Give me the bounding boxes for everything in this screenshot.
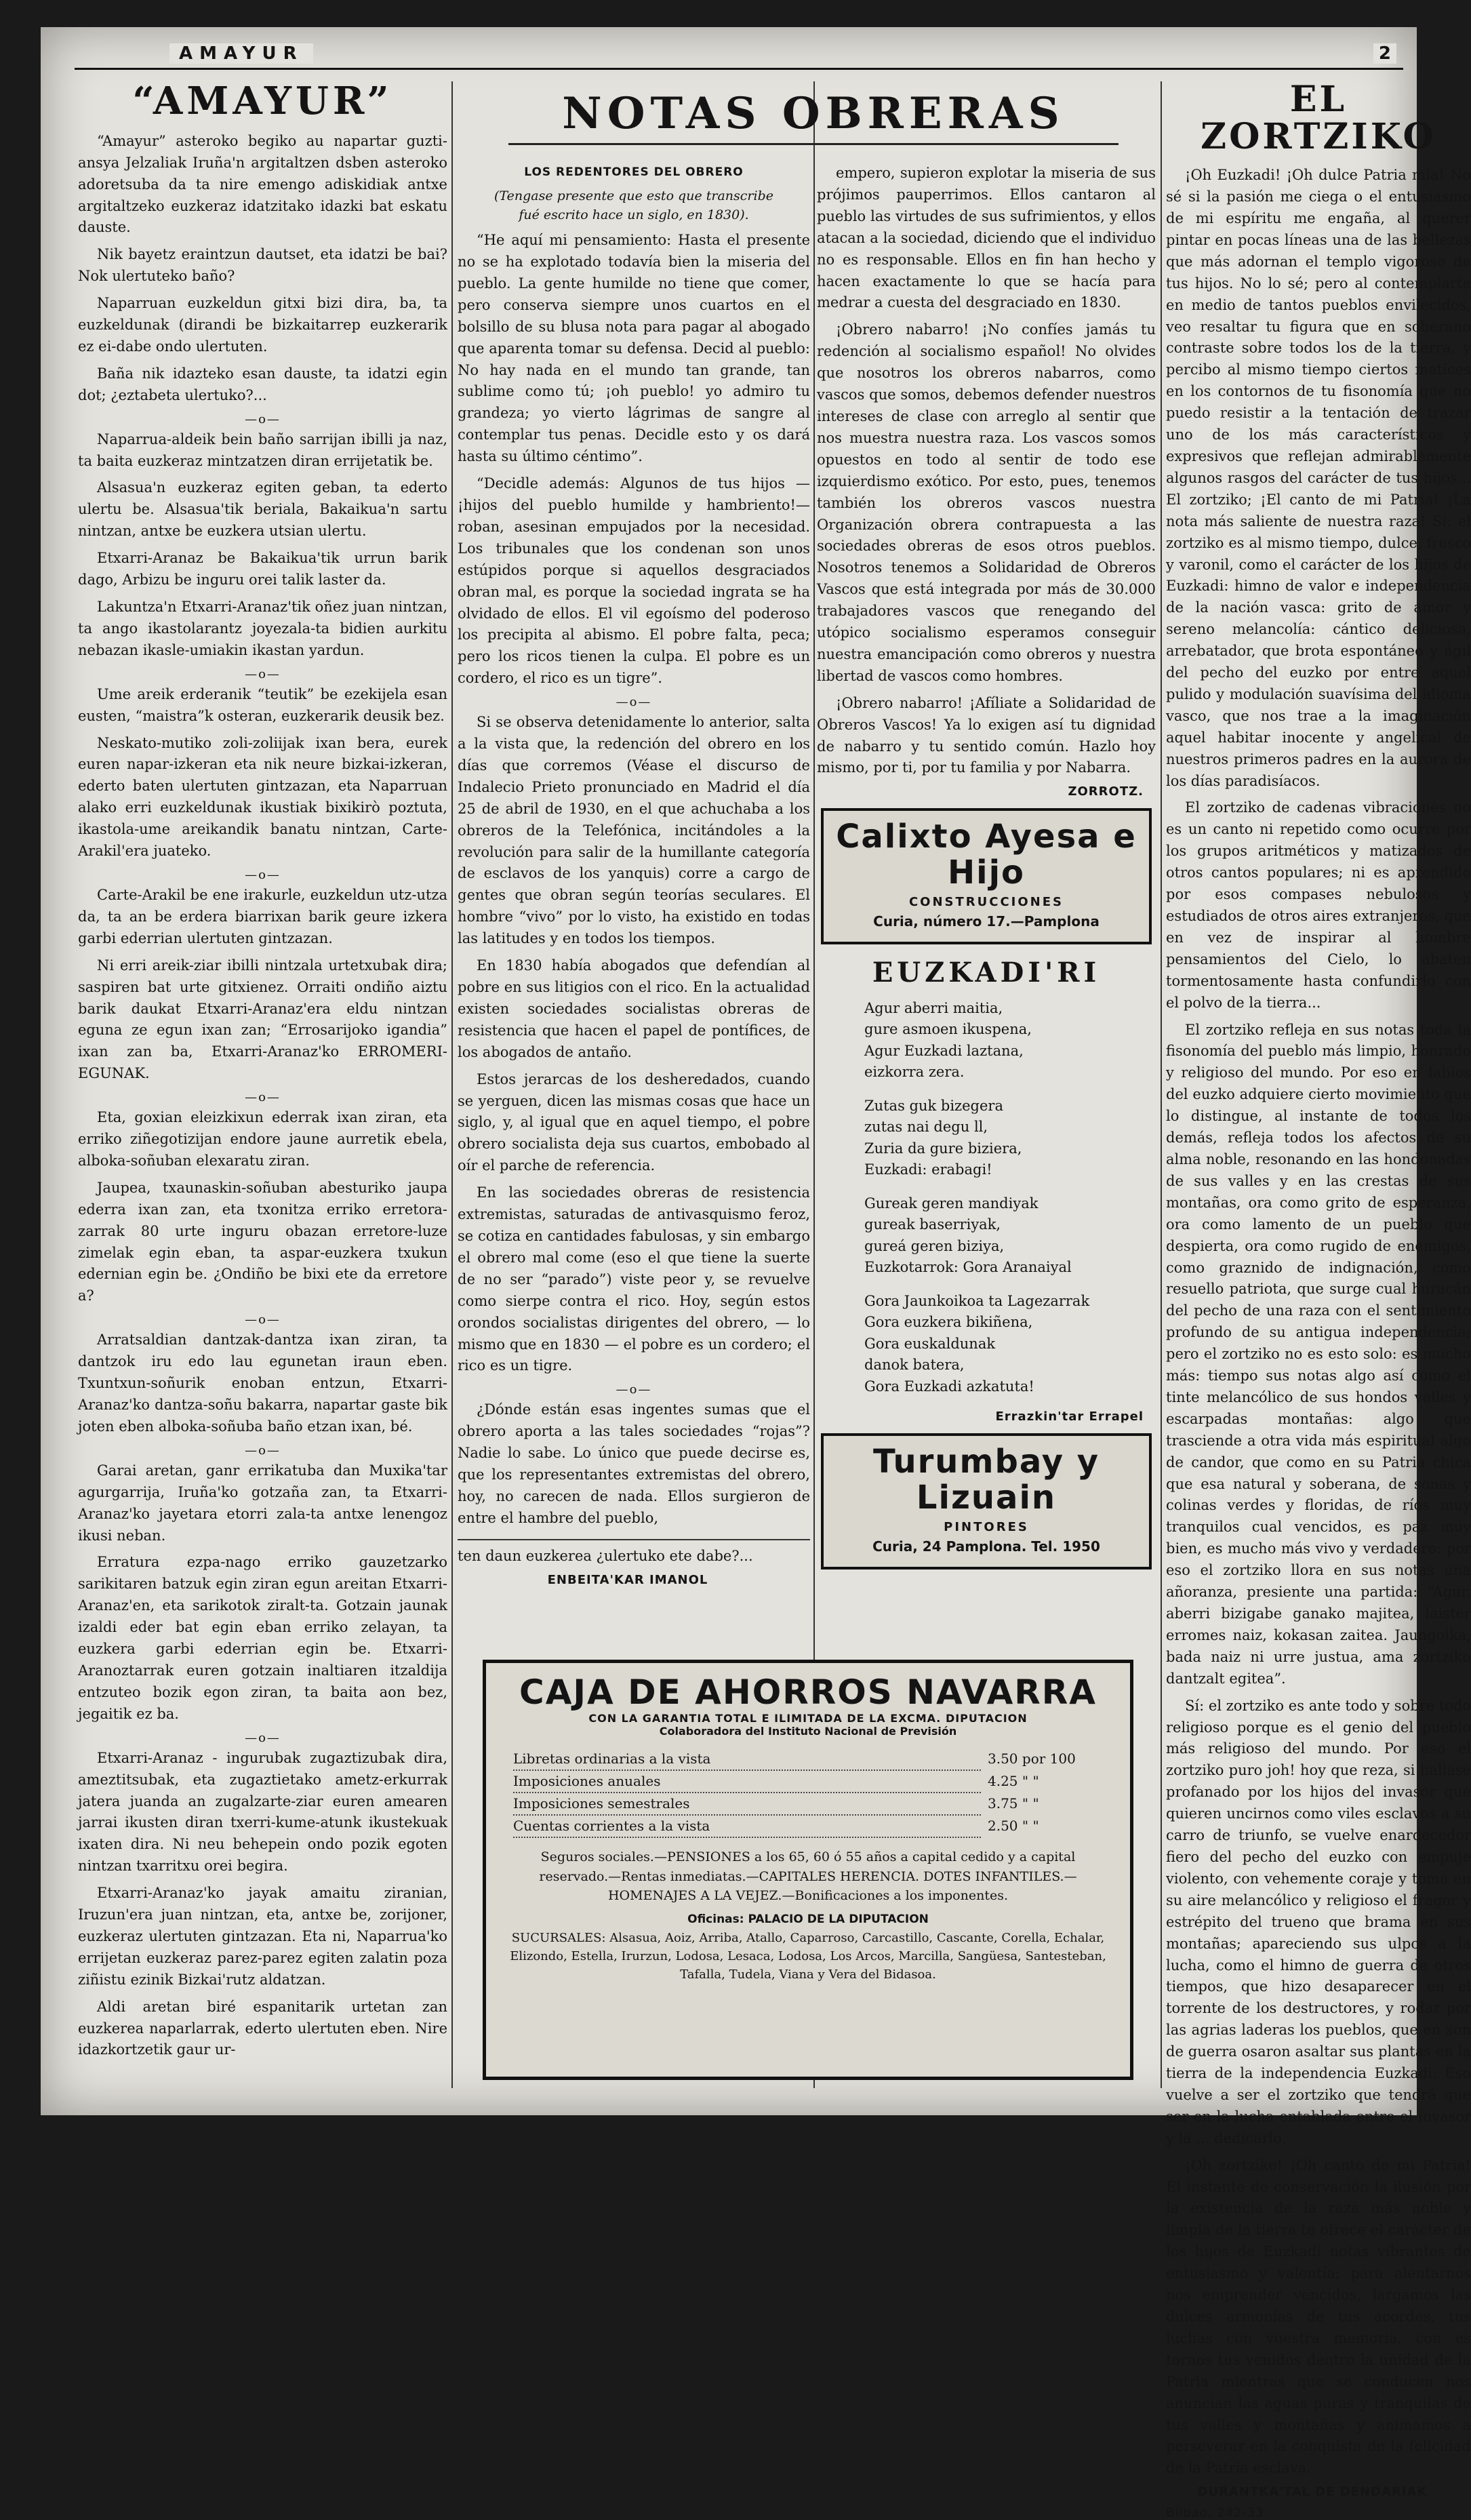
paragraph: Si se observa detenidamente lo anterior, salta a la vista que, la redención del obrero en los días que corremos (Véase el discurso de Indalecio Prieto pronunciado en Madrid el día 25 de abril de 1930, en el que achuchaba a los obreros de la Telefónica, incitándoles a la revolución para salir de la humillante categoría de esclavos de los yanquis) corre a cargo de gentes que obran según teorías seculares. El hombre “vivo” por lo visto, ha existido en todas las latitudes y en todos los tiempos. — [458, 714, 810, 947]
amayur-signature: ENBEITA'KAR IMANOL — [547, 1572, 708, 1587]
notas-signature: ZORROTZ. — [1068, 784, 1144, 799]
separator: —o— — [245, 1313, 281, 1327]
ad-name: Calixto Ayesa e Hijo — [836, 818, 1137, 892]
paragraph: Etxarri-Aranaz'ko jayak amaitu ziranian, Iruzun'era juan nintzan, eta, antxe be, zorijoner, euzkeraz ulertuten gintzazan. Eta ni, Naparrua'ko errijetan euzkeraz parez-parez egiten zalatin poza ziñistu ezinik Bizkai'rutz aldatzan. — [78, 1885, 447, 1988]
rate-label: Imposiciones anuales — [513, 1771, 981, 1793]
separator: —o— — [245, 867, 281, 882]
ad-trade: PINTORES — [944, 1520, 1029, 1535]
paragraph: Carte-Arakil be ene irakurle, euzkeldun utz-utza da, ta an be erdera biarrixan barik geure izkera garbi ederrian ulertuten gintzazan. — [78, 886, 447, 946]
paragraph: Alsasua'n euzkeraz egiten geban, ta ederto ulertu be. Alsasua'tik beriala, Bakaikua'n sartu nintzan, antxe be euzkera utsian ulertu. — [78, 479, 447, 540]
paragraph: “Amayur” asteroko begiko au napartar guzti-ansya Jelzaliak Iruña'n argitaltzen dsben asteroko adoretsuba da ta nire emengo adiskidiak antxe argitaltzeko euzkeraz idatzitako idazki bat eskatu dauste. — [78, 132, 447, 236]
paragraph: Etxarri-Aranaz - ingurubak zugaztizubak dira, ameztitsubak, eta zugaztietako ametz-erkurrak jatera juanda an zugalzarte-ziar euren amearen jarrai ikusten diran txerri-kume-atunk ikustekuak ixaten dira. Ni neu behepein ondo pozik egoten nintzan txarritxu orei begira. — [78, 1749, 447, 1875]
paragraph: Ume areik erderanik “teutik” be ezekijela esan eusten, “maistra”k osteran, euzkerarik deusik bez. — [78, 685, 447, 724]
zortziko-column — [1166, 79, 1471, 2520]
paragraph: empero, supieron explotar la miseria de sus prójimos pauperrimos. Ellos cantaron al pueblo las virtudes de sus sufrimientos, y ellos atacan a la sociedad, diciendo que el individuo no es responsable. Ellos en fin han hecho y hacen exactamente lo que se hacía para medrar a cuesta del desgraciado en 1830. — [817, 165, 1156, 311]
separator: —o— — [245, 666, 281, 681]
paragraph: Arratsaldian dantzak-dantza ixan ziran, ta dantzok iru edo lau egunetan iraun eben. Txuntxun-soñurik enoban entzun, Etxarri-Aranaz'ko dantza-soñu bakarra, napartar gaste bik joten eben alboka-soñuba baño etzan ixan, bé. — [78, 1332, 447, 1435]
paragraph: Sí: el zortziko es ante todo y sobre todo religioso porque es el genio del pueblo más religioso del mundo. Por eso el zortziko puro joh! hoy que reza, si hallase profanado por los hijos del invasor que quieren uncirnos como viles esclavos a su carro de triunfo, se vuelve enardecedor fiero del pecho del euzko con empuje violento, con vehemente coraje y toma en su aire melancólico y religioso el fragor y estrépito del trueno que brama en sus montañas; apareciendo sus ulpos a la lucha, como el himno de guerra de otros tiempos, que hizo desaparecer en el torrente de los destructores, y rodar por las agrias laderas los pueblos, que en son de guerra osaron asaltar sus plantas en la tierra de la independencia Euzkadi. Eso vuelve a ser el zortziko que tendrá que ser en la lucha entablada entre el invasor y la ... dedicarlo. — [1166, 1697, 1471, 2146]
paragraph: Baña nik idazteko esan dauste, ta idatzi egin dot; ¿eztabeta ulertuko?... — [78, 365, 447, 403]
verse: Zutas guk bizegera — [864, 1097, 1003, 1114]
verse: gureá geren biziya, — [864, 1237, 1005, 1254]
amayur-column — [78, 81, 447, 2102]
poem-stanza — [817, 1291, 1156, 1398]
masthead-name: AMAYUR — [169, 43, 313, 64]
notas-epigraph: (Tengase presente que esto que transcribe fué escrito hace un siglo, en 1830). — [494, 188, 773, 222]
rate-value: 3.50 por 100 — [988, 1751, 1076, 1767]
poem-title: EUZKADI'RI — [872, 956, 1101, 988]
ad-address: Curia, número 17.—Pamplona — [873, 913, 1100, 929]
rate-row — [513, 1793, 1103, 1816]
separator: —o— — [616, 695, 652, 710]
zortziko-signature: DURANTKA'TAL DE DENDARIAK — [1197, 2485, 1428, 2500]
notas-obreras-headline: NOTAS OBRERAS — [508, 88, 1119, 145]
poem-stanza — [817, 1193, 1156, 1279]
paragraph: Eta, goxian eleizkixun ederrak ixan ziran, eta erriko ziñegotizijan endore jaune aurretik ebela, alboka-soñuban elexaratu ziran. — [78, 1109, 447, 1169]
paragraph: Aldi aretan biré espanitarik urtetan zan euzkerea naparlarrak, ederto ulertuten eben. Nire idazkortzetik gaur ur- — [78, 1998, 447, 2058]
caja-branches: SUCURSALES: Alsasua, Aoiz, Arriba, Atallo, Caparroso, Carcastillo, Cascante, Corella, Echalar, Elizondo, Estella, Irurzun, Lodosa, Lesaca, Lodosa, Los Arcos, Marcilla, Sangüesa, Santesteban, Tafalla, Tudela, Viana y Vera del Bidasoa. — [510, 1930, 1106, 1982]
paragraph: Nik bayetz eraintzun dautset, eta idatzi be bai? Nok ulertuteko baño? — [78, 246, 447, 285]
separator: —o— — [245, 1443, 281, 1458]
poem-stanza — [817, 998, 1156, 1083]
verse: Gureak geren mandiyak — [864, 1195, 1039, 1212]
paragraph: El zortziko refleja en sus notas toda la fisonomía del pueblo más limpio, honrado y religioso del mundo. Por eso en labios del euzko adquiere cierto movimiento que lo distingue, al instante de todos los demás, refleja todos los afectos de su alma noble, resonando en las hondonadas de sus valles y en las crestas de sus montañas, ora como grito de esperanza, ora como lamento de un pueblo que despierta, ora como rugido de enemigos, como graznido de indignación, como resuello patriota, que surge cual huracán del pecho de una raza con el sentimiento profundo de su antigua independencia; pero el zortziko no es esto solo: es mucho más: tiempo sus notas algo así como el tinte melancólico de sus hondos valles y escarpadas montañas: algo que trasciende a otra vida más espiritual algo de candor, que como en su Patria chica que esa natural y soberana, de sonas y colinas verdes y floridas, de ríos muy tranquilos cual vencidos, es paz muy bien, es mucho más vivo y verdadero: por eso el zortziko llora en sus notas una añoranza, presiente una partida: “Agur, aberri bizigabe ganako majitea, laister erromes naiz, kokasan zaitea. Jaungoika, bada naiz ni urre justua, ama zortziko dantzalt egitea”. — [1166, 1021, 1471, 1687]
amayur-title: “AMAYUR” — [132, 79, 393, 123]
separator: —o— — [245, 1730, 281, 1745]
ad-name: Turumbay y Lizuain — [872, 1443, 1100, 1517]
caja-guarantee: CON LA GARANTIA TOTAL E ILIMITADA DE LA EXCMA. DIPUTACION — [588, 1712, 1028, 1725]
paragraph: Garai aretan, ganr errikatuba dan Muxika'tar agurgarrija, Iruña'ko gotzaña zan, ta Etxarri-Aranaz'ko jayetara etorri zala-ta antxe lenengoz ikusi neban. — [78, 1462, 447, 1544]
ad-calixto-ayesa — [821, 808, 1152, 944]
rate-label: Libretas ordinarias a la vista — [513, 1748, 981, 1771]
rate-label: Cuentas corrientes a la vista — [513, 1816, 981, 1838]
paragraph: “He aquí mi pensamiento: Hasta el presente no se ha explotado todavía bien la miseria del pueblo. La gente humilde no tiene que comer, pero conserva siempre unos cuartos en el bolsillo de su blusa nota para pagar al abogado que aparenta tomar su defensa. Decid al pueblo: No hay nada en el mundo tan grande, tan sublime como tú; ¡oh pueblo! yo admiro tu grandeza; yo vierto lágrimas de sangre al contemplar tus penas. Decidle esto y os dará hasta su último céntimo”. — [458, 232, 810, 465]
ad-turumbay-lizuain — [821, 1433, 1152, 1569]
paragraph: Neskato-mutiko zoli-zoliijak ixan bera, eurek euren napar-izkeran eta nik neure bizkai-izkeran, ederto baten ulertuten gintzazan, eta Naparruan alako erri euzkeldunak ikustiak bixikirò poztuta, ikastola-ume areikandik banatu nintzan, Carte-Arakil'era juateko. — [78, 734, 447, 860]
paragraph: En 1830 había abogados que defendían al pobre en sus litigios con el rico. En la actualidad existen sociedades socialistas obreras de resistencia que hacen el papel de pontífices, de los abogados de antaño. — [458, 957, 810, 1060]
paragraph: ¡Oh zortziko! ¡Oh canto de mi Patria! El instante de conservación la ilusión por la existencia de la raza más noble y limpia de la tierra te ofrece el carácter de los hijos de Euzkadi notas vibrantes de entusiasmo y valentía; para alentarnos nos emprender vencidos, largamos las dulces armonías de tus acordes, tus luchas con vuestra memoria, con es tornos tus venidos dentro la unidad de la Patria mientras que se conducen nos anuncian las aguas puras y tranquilas de tus valles y montañas y animamos a perseverar en la conquista de la felicidad de la Patria esclava. — [1166, 2157, 1471, 2477]
notas-subtitle: LOS REDENTORES DEL OBRERO — [524, 165, 744, 179]
amayur-continuation: ten daun euzkerea ¿ulertuko ete dabe?... — [458, 1547, 753, 1564]
verse: Gora Jaunkoikoa ta Lagezarrak — [864, 1292, 1090, 1309]
column-rule — [451, 81, 453, 2088]
verse: Agur Euzkadi laztana, — [864, 1042, 1024, 1059]
caja-offices: Oficinas: PALACIO DE LA DIPUTACION — [687, 1912, 929, 1926]
column-rule — [1161, 81, 1162, 2088]
page-number: 2 — [1373, 43, 1396, 64]
paragraph: Estos jerarcas de los desheredados, cuando se yerguen, dicen las mismas cosas que hace un siglo, y, al igual que en aquel tiempo, el pobre obrero socialista deja sus cuartos, embobado al oír el parche de referencia. — [458, 1071, 810, 1174]
paragraph: Etxarri-Aranaz be Bakaikua'tik urrun barik dago, Arbizu be inguru orei talik laster da. — [78, 550, 447, 588]
verse: danok batera, — [864, 1357, 965, 1374]
paragraph: Lakuntza'n Etxarri-Aranaz'tik oñez juan nintzan, ta ango ikastolarantz joyezala-ta bidien aurkitu nebazan ikasle-umiakin ikastan yardun. — [78, 599, 447, 658]
masthead-rule — [75, 43, 1403, 70]
paragraph: Ni erri areik-ziar ibilli nintzala urtetxubak dira; saspiren bat urte gitxienez. Orraiti ondiño aiztu barik daukat Etxarri-Aranaz'era eldu nintzan eguna ze egun ixan zan; “Errosarijoko igandia” ixan zan ba, Etxarri-Aranaz'ko ERROMERI-EGUNAK. — [78, 957, 447, 1082]
rate-label: Imposiciones semestrales — [513, 1793, 981, 1816]
caja-ahorros-ad — [483, 1660, 1133, 2080]
verse: Zuria da gure biziera, — [864, 1140, 1022, 1157]
paragraph: Jaupea, txaunaskin-soñuban abesturiko jaupa ederra ixan zan, eta txonitza erriko erretora-zarrak 80 urte inguru obazan erretore-luze zimelak egin eban, ta aspar-euzkera txukun edernian egin be. ¿Ondiño be bixi ete da erretore a? — [78, 1179, 447, 1304]
amayur-body — [78, 131, 447, 2062]
rate-row — [513, 1771, 1103, 1793]
verse: eizkorra zera. — [864, 1064, 965, 1081]
poem-body — [817, 998, 1156, 1398]
divider — [458, 1539, 810, 1540]
paragraph: Erratura ezpa-nago erriko gauzetzarko sarikitaren batzuk egin ziran egun areitan Etxarri-Aranaz'en, eta sarikotok ziralt-ta. Gotzain jaunak izaldi eder bat egin eban erriko zelayan, ta euzkera garbi ederrian egin be. Etxarri-Aranoztarrak euren gotzain inaltiaren itzaldija entzuteo bozik egon ziran, ta baita aon bez, jegaitik ez ba. — [78, 1554, 447, 1722]
separator: —o— — [616, 1382, 652, 1397]
rate-value: 3.75 " " — [988, 1795, 1039, 1812]
ad-trade: CONSTRUCCIONES — [908, 894, 1064, 909]
verse: Gora euskaldunak — [864, 1335, 996, 1352]
paragraph: ¡Oh Euzkadi! ¡Oh dulce Patria mía! No sé si la pasión me ciega o el entusiasmo de mi espíritu me engaña, al querer pintar en pocas líneas una de las bellezas que más adornan el templo vigoroso de tus hijos. No lo sé; pero al contemplarte en medio de tantos pueblos envilecidos, veo resaltar tu figura que en soberano contraste sobre todos los de la tierra, y percibo al mismo tiempo ciertos matices en los contornos de tu fisonomía que no puedo resistir a la tentación de trazar uno de los más característicos y expresivos que reflejan admirablemente algunos rasgos del carácter de tus hijos... El zortziko; ¡El canto de mi Patria! ¡La nota más saliente de nuestra raza! Sí: el zortziko es al mismo tiempo, dulce, fresco y varonil, como el carácter de los hijos de Euzkadi: himno de valor e independencia de la nación vasca: grito de amor y sereno melancolía: cántico deliciosa, arrebatador, que brota espontáneo y ágil del pecho del euzko por entre aquel pulido y modulación suavísima del idioma vasco, que nos trae a la imaginación aquel habitar inocente y angelical de nuestros primeros padres en la aurora de los días paradisíacos. — [1166, 167, 1471, 789]
separator: —o— — [245, 412, 281, 426]
paragraph: “Decidle además: Algunos de tus hijos —¡hijos del pueblo humilde y hambriento!— roban, asesinan empujados por la necesidad. Los tribunales que los condenan son unos estúpidos porque si aquellos desgraciados obran mal, es porque la sociedad ingrata se ha olvidado de ellos. El vil egoísmo del poderoso los precipita al abismo. El pobre falta, peca; pero los ricos tienen la culpa. El pobre es un cordero, el rico es un tigre”. — [458, 475, 810, 687]
paragraph: El zortziko de cadenas vibraciones no es un canto ni repetido como ocurre por los grupos aritméticos y matizados de otros cantos populares; ni es aprendido por esos compases nebulosos y estudiados de otros aires extranjeros, que en vez de inspirar al hombre pensamientos del Cielo, lo abaten tormentosamente hasta confundirlo con el polvo de la tierra... — [1166, 799, 1471, 1011]
zortziko-location: Bilbao, 242-33. — [1166, 2506, 1269, 2520]
verse: gureak baserriyak, — [864, 1216, 1001, 1233]
verse: gure asmoen ikuspena, — [864, 1021, 1032, 1038]
rate-value: 2.50 " " — [988, 1818, 1039, 1834]
verse: Gora euzkera bikiñena, — [864, 1314, 1033, 1331]
rate-value: 4.25 " " — [988, 1773, 1039, 1789]
caja-services: Seguros sociales.—PENSIONES a los 65, 60 ó 55 años a capital cedido y a capital reservado.—Rentas inmediatas.—CAPITALES HERENCIA. DOTES INFANTILES.—HOMENAJES A LA VEJEZ.—Bonificaciones a los imponentes. — [539, 1849, 1077, 1903]
caja-title: CAJA DE AHORROS NAVARRA — [519, 1673, 1097, 1712]
poem-author: Errazkin'tar Errapel — [995, 1409, 1144, 1424]
paragraph: ¡Obrero nabarro! ¡No confíes jamás tu redención al socialismo español! No olvides que nosotros los obreros nabarros, como vascos que somos, debemos defender nuestros intereses de clase con arreglo al sentir que nos muestra nuestra raza. Los vascos somos opuestos en todo al sentir de todo ese izquierdismo exótico. Por esto, pues, tenemos también los obreros vascos nuestra Organización obrera contrapuesta a las sociedades obreras de esos otros pueblos. Nosotros tenemos a Solidaridad de Obreros Vascos que está integrada por más de 30.000 trabajadores vascos que renegando del utópico socialismo esperamos conseguir nuestra emancipación como obreros y nuestra libertad de vascos como hombres. — [817, 321, 1156, 684]
separator: —o— — [245, 1090, 281, 1105]
newspaper-page — [41, 27, 1471, 2520]
paragraph: Naparrua-aldeik bein baño sarrijan ibilli ja naz, ta baita euzkeraz mintzatzen diran errijetatik be. — [78, 431, 447, 469]
verse: Euzkotarrok: Gora Aranaiyal — [864, 1259, 1072, 1276]
poem-stanza — [817, 1096, 1156, 1181]
rate-row — [513, 1816, 1103, 1838]
paragraph: Naparruan euzkeldun gitxi bizi dira, ba, ta euzkeldunak (dirandi be bizkaitarrep euzkerarik ez ei-dabe ondo ulertuten. — [78, 295, 447, 355]
ad-address: Curia, 24 Pamplona. Tel. 1950 — [872, 1538, 1100, 1555]
verse: zutas nai degu ll, — [864, 1119, 988, 1136]
verse: Euzkadi: erabagi! — [864, 1161, 992, 1178]
paragraph: En las sociedades obreras de resistencia extremistas, saturadas de antivasquismo feroz, se cotiza en cantidades fabulosas, y sin embargo el obrero mal come (eso el que tiene la suerte de no ser “parado”) viste peor y, se revuelve como sierpe contra el rico. Hoy, según estos orondos socialistas dirigentes del obrero, — lo mismo que en 1830 — el pobre es un cordero; el rico es un tigre. — [458, 1184, 810, 1374]
rate-row — [513, 1748, 1103, 1771]
caja-collab: Colaboradora del Instituto Nacional de Previsión — [659, 1725, 957, 1738]
zortziko-title: EL ZORTZIKO — [1201, 79, 1436, 157]
paragraph: ¡Obrero nabarro! ¡Afíliate a Solidaridad de Obreros Vascos! Ya lo exigen así tu dignidad de nabarro y tu sentido común. Hazlo hoy mismo, por ti, por tu familia y por Nabarra. — [817, 694, 1156, 776]
verse: Gora Euzkadi azkatuta! — [864, 1378, 1034, 1395]
paragraph: ¿Dónde están esas ingentes sumas que el obrero aporta a las tales sociedades “rojas”? Nadie lo sabe. Lo único que puede decirse es, que los representantes extremistas del obrero, hoy, no carecen de nada. Ellos surgieron de entre el hambre del pueblo, — [458, 1401, 810, 1526]
verse: Agur aberri maitia, — [864, 999, 1003, 1016]
